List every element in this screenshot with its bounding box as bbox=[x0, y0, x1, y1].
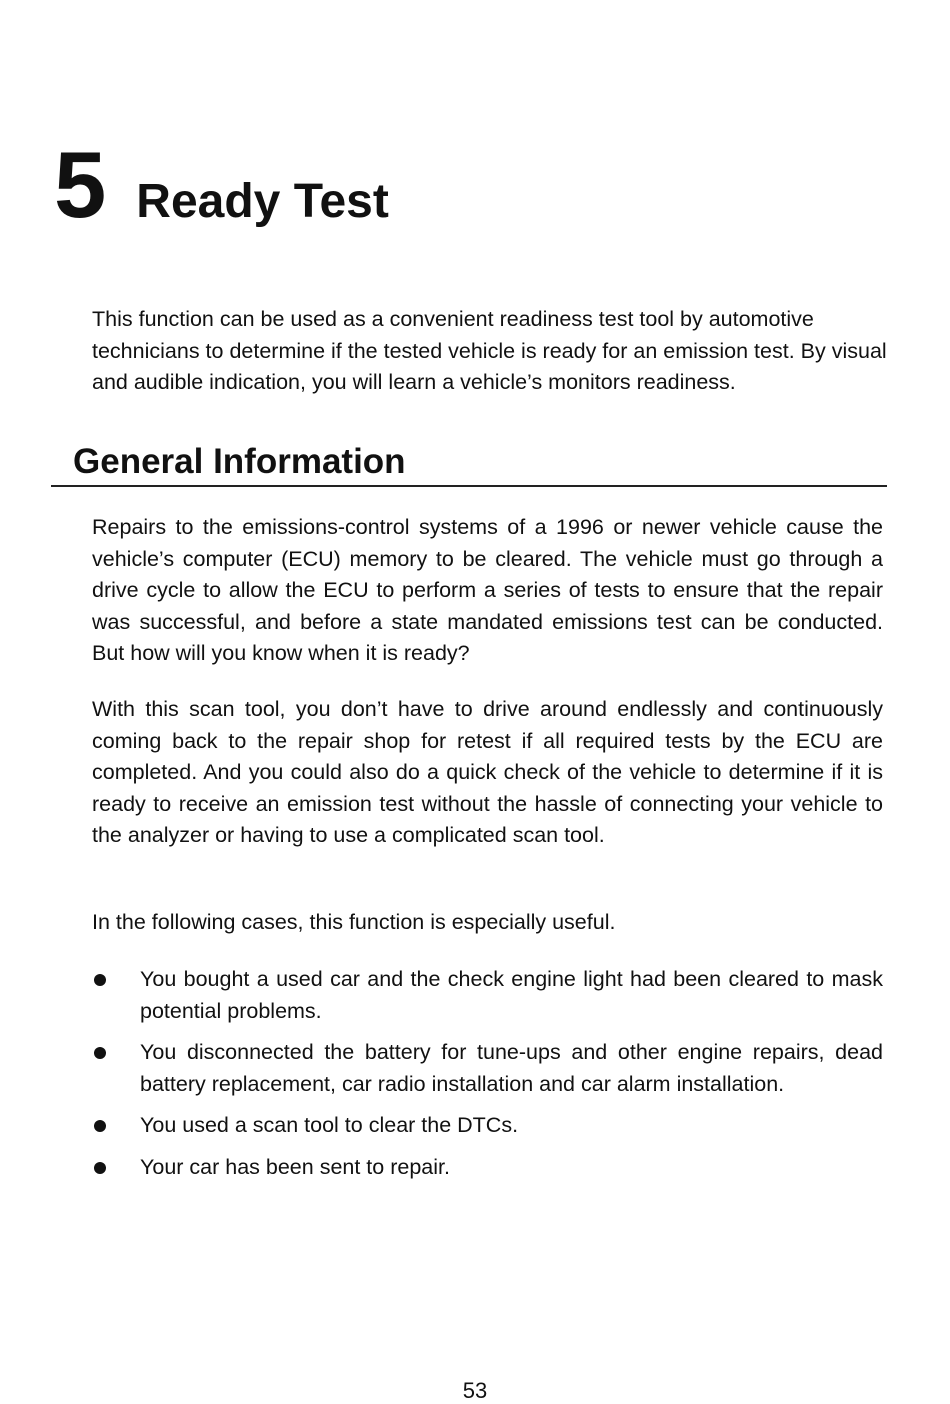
list-item bbox=[92, 964, 883, 1027]
list-item-text: You disconnected the battery for tune-ups and other engine repairs, dead battery replacement, car radio installation and car alarm installation. bbox=[140, 1040, 883, 1096]
use-case-list bbox=[92, 964, 883, 1193]
paragraph-repairs: Repairs to the emissions-control systems of a 1996 or newer vehicle cause the vehicle’s computer (ECU) memory to be cleared. The vehicle must go through a drive cycle to allow the ECU to perform a series of tests to ensure that the repair was successful, and before a state mandated emissions test can be conducted. But how will you know when it is ready? bbox=[92, 515, 883, 665]
section-divider bbox=[51, 485, 887, 487]
list-item bbox=[92, 1037, 883, 1100]
list-item-text: You used a scan tool to clear the DTCs. bbox=[140, 1113, 519, 1137]
bullet-icon bbox=[94, 974, 106, 986]
chapter-title: Ready Test bbox=[136, 175, 389, 228]
list-item-text: Your car has been sent to repair. bbox=[140, 1154, 450, 1179]
bullet-icon bbox=[94, 1162, 106, 1174]
bullet-icon bbox=[94, 1047, 106, 1059]
chapter-header bbox=[54, 132, 389, 237]
bullet-icon bbox=[94, 1120, 106, 1132]
paragraph-cases-intro: In the following cases, this function is especially useful. bbox=[92, 910, 616, 934]
paragraph-scan-tool: With this scan tool, you don’t have to drive around endlessly and continuously coming back to the repair shop for retest if all required tests by the ECU are completed. And you could also do a quick check of the vehicle to determine if it is ready to receive an emission test without the hassle of connecting your vehicle to the analyzer or having to use a complicated scan tool. bbox=[92, 697, 883, 847]
list-item bbox=[92, 1152, 883, 1184]
intro-paragraph: This function can be used as a convenient readiness test tool by automotive technicians to determine if the tested vehicle is ready for an emission test. By visual and audible indication, you will learn a vehicle’s monitors readiness. bbox=[92, 307, 887, 394]
page-number: 53 bbox=[462, 1378, 488, 1403]
list-item-text: You bought a used car and the check engine light had been cleared to mask potential problems. bbox=[140, 967, 883, 1023]
list-item bbox=[92, 1110, 883, 1142]
chapter-number: 5 bbox=[54, 132, 107, 237]
section-title: General Information bbox=[73, 442, 406, 481]
